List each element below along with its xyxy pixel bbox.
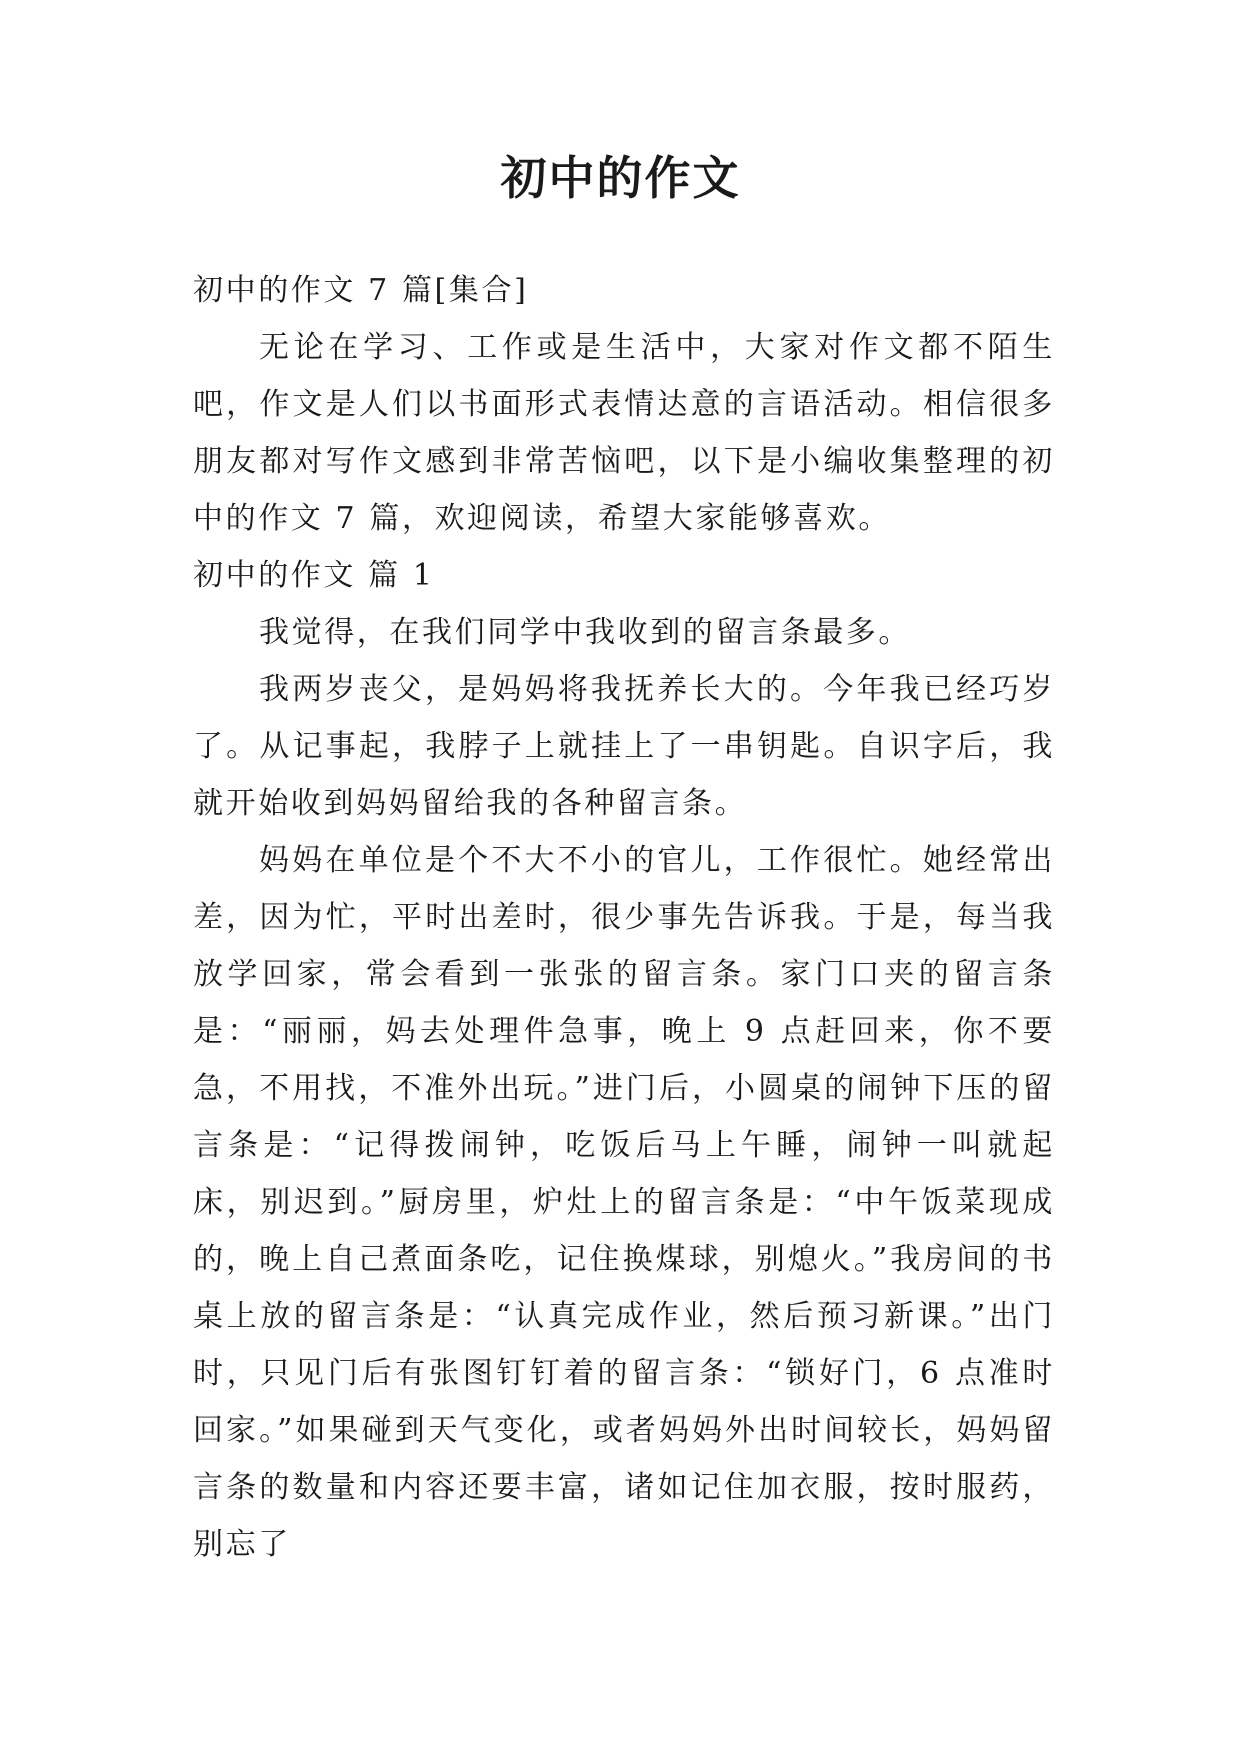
- document-body: [193, 262, 1055, 1573]
- body-paragraph: 我两岁丧父，是妈妈将我抚养长大的。今年我已经巧岁了。从记事起，我脖子上就挂上了一串钥匙。自识字后，我就开始收到妈妈留给我的各种留言条。: [193, 672, 1055, 821]
- collection-heading: 初中的作文 7 篇[集合]: [193, 273, 529, 308]
- section-heading: 初中的作文 篇 1: [193, 558, 435, 593]
- body-paragraph: 我觉得，在我们同学中我收到的留言条最多。: [259, 615, 911, 650]
- body-paragraph: 妈妈在单位是个不大不小的官儿，工作很忙。她经常出差，因为忙，平时出差时，很少事先告诉我。于是，每当我放学回家，常会看到一张张的留言条。家门口夹的留言条是：“丽丽，妈去处理件急事，晚上 9 点赶回来，你不要急，不用找，不准外出玩。”进门后，小圆桌的闹钟下压的留言条是：“记得拨闹钟，吃饭后马上午睡，闹钟一叫就起床，别迟到。”厨房里，炉灶上的留言条是：“中午饭菜现成的，晚上自己煮面条吃，记住换煤球，别熄火。”我房间的书桌上放的留言条是：“认真完成作业，然后预习新课。”出门时，只见门后有张图钉钉着的留言条：“锁好门，6 点准时回家。”如果碰到天气变化，或者妈妈外出时间较长，妈妈留言条的数量和内容还要丰富，诸如记住加衣服，按时服药，别忘了: [193, 843, 1055, 1562]
- page-title: 初中的作文: [500, 151, 741, 205]
- intro-paragraph: 无论在学习、工作或是生活中，大家对作文都不陌生吧，作文是人们以书面形式表情达意的言语活动。相信很多朋友都对写作文感到非常苦恼吧，以下是小编收集整理的初中的作文 7 篇，欢迎阅读，希望大家能够喜欢。: [193, 330, 1055, 536]
